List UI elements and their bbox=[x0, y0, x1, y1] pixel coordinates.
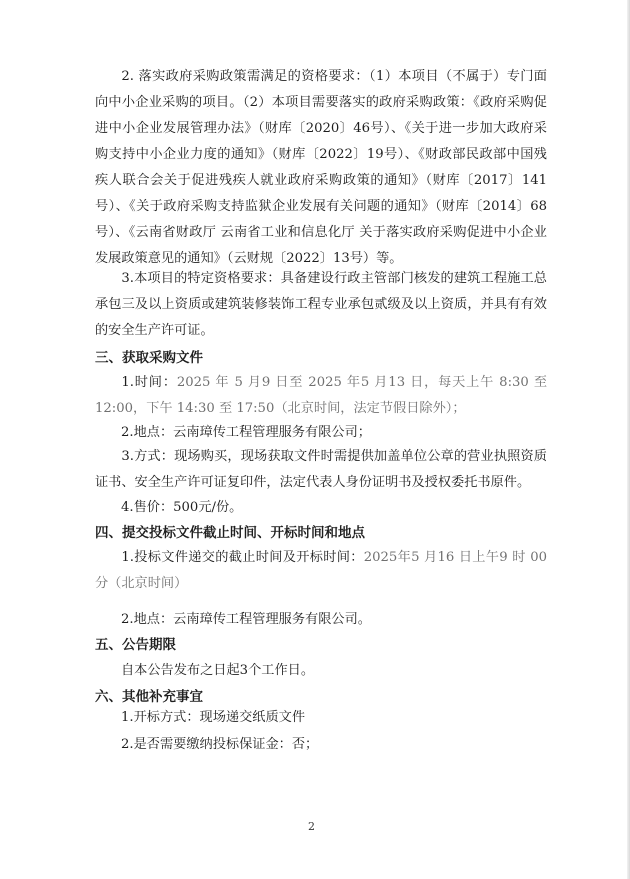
paragraph-obtain-time bbox=[95, 370, 547, 422]
heading-other-matters: 六、其他补充事宜 bbox=[95, 689, 203, 705]
obtain-location-value: 云南璋传工程管理服务有限公司； bbox=[173, 425, 371, 440]
paragraph-obtain-method: 3.方式：现场购买，现场获取文件时需提供加盖单位公章的营业执照资质证书、安全生产许可证复印件，法定代表人身份证明书及授权委托书原件。 bbox=[95, 449, 547, 490]
paragraph-deposit: 2.是否需要缴纳投标保证金：否； bbox=[121, 737, 319, 752]
obtain-time-label: 1.时间： bbox=[121, 375, 177, 390]
paragraph-bid-location: 2.地点：云南璋传工程管理服务有限公司。 bbox=[121, 612, 371, 627]
paragraph-specific-requirements: 3.本项目的特定资格要求：具备建设行政主管部门核发的建筑工程施工总承包三及以上资质或建筑装修装饰工程专业承包贰级及以上资质，并具有有效的安全生产许可证。 bbox=[95, 271, 547, 338]
paragraph-price: 4.售价：500元/份。 bbox=[121, 500, 243, 515]
paragraph-open-method: 1.开标方式：现场递交纸质文件 bbox=[121, 710, 306, 725]
paragraph-obtain-location bbox=[121, 423, 371, 443]
paragraph-deadline bbox=[95, 545, 547, 597]
heading-obtain-documents: 三、获取采购文件 bbox=[95, 350, 203, 366]
page-number: 2 bbox=[308, 820, 315, 833]
paragraph-notice-period: 自本公告发布之日起3个工作日。 bbox=[121, 663, 315, 678]
obtain-time-value: 2025 年 5 月9 日至 2025 年5 月13 日，每天上午 8:30 至 12:00，下午 14:30 至 17:50（北京时间，法定节假日除外）； bbox=[95, 375, 548, 416]
deadline-label: 1.投标文件递交的截止时间及开标时间： bbox=[121, 550, 364, 565]
heading-notice-period: 五、公告期限 bbox=[95, 637, 176, 653]
paragraph-policy-requirements: 2. 落实政府采购政策需满足的资格要求：（1）本项目（不属于）专门面向中小企业采购的项目。（2）本项目需要落实的政府采购政策：《政府采购促进中小企业发展管理办法》（财库〔2020〕46号）、《关于进一步加大政府采购支持中小企业力度的通知》（财库〔2022〕19号）、《财政部民政部中国残疾人联合会关于促进残疾人就业政府采购政策的通知》（财库〔2017〕141号）、《关于政府采购支持监狱企业发展有关问题的通知》（财库〔2014〕68号）、《云南省财政厅 云南省工业和信息化厅 关于落实政府采购促进中小企业发展政策意见的通知》（云财规〔2022〕13号）等。 bbox=[95, 69, 547, 266]
obtain-location-label: 2.地点： bbox=[121, 425, 174, 440]
heading-deadline: 四、提交投标文件截止时间、开标时间和地点 bbox=[95, 525, 365, 541]
deadline-value: 2025年5 月16 日上午9 时 00 分（北京时间） bbox=[95, 550, 547, 591]
